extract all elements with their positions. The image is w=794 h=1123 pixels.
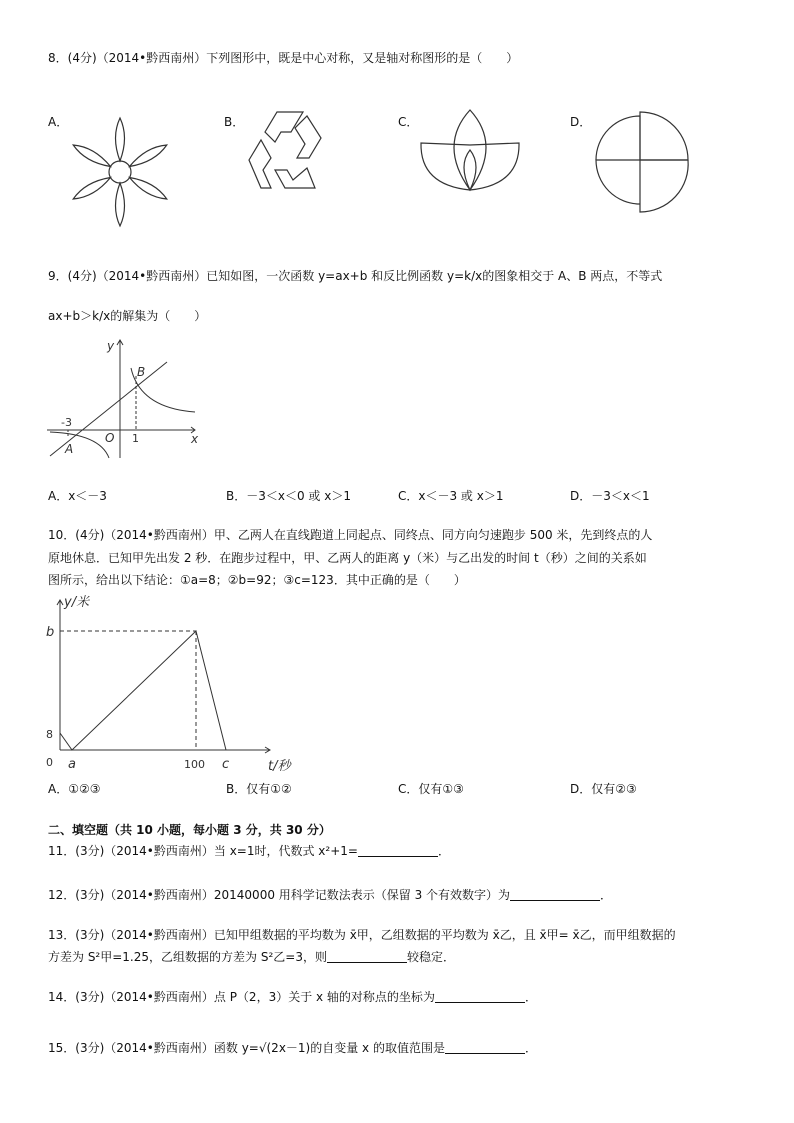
q14 — [48, 989, 537, 1005]
q13-line2 — [48, 949, 455, 965]
q8-option-d: D． — [570, 115, 592, 129]
q10-option-b: B．仅有①② — [226, 782, 292, 796]
q10-tick-100: 100 — [184, 758, 205, 771]
q9-graph — [45, 338, 205, 463]
q13-end: 较稳定． — [406, 950, 455, 964]
q12-text: 12．(3分)（2014•黔西南州）20140000 用科学记数法表示（保留 3 个有效数字）为 — [48, 888, 511, 902]
q9-stem-line2: ax+b＞k/x的解集为（ ） — [48, 309, 207, 323]
q14-answer-blank — [435, 990, 525, 1003]
q9-point-b: B — [137, 365, 146, 379]
q13-answer-blank — [327, 950, 407, 963]
recycle-figure — [245, 110, 335, 195]
q8-option-c: C． — [398, 115, 419, 129]
q11-end: ． — [437, 844, 450, 858]
q9-option-b: B．－3＜x＜0 或 x＞1 — [226, 489, 351, 503]
q9-tick-neg3: -3 — [61, 416, 72, 429]
q9-x-label: x — [191, 432, 199, 446]
q13-line1: 13．(3分)（2014•黔西南州）已知甲组数据的平均数为 x̄甲，乙组数据的平均数为 x̄乙，且 x̄甲= x̄乙，而甲组数据的 — [48, 928, 676, 942]
q12 — [48, 887, 612, 903]
q10-graph — [40, 592, 300, 777]
q11-text: 11．(3分)（2014•黔西南州）当 x=1时，代数式 x²+1= — [48, 844, 358, 858]
q10-tick-a: a — [68, 757, 76, 772]
q14-text: 14．(3分)（2014•黔西南州）点 P（2，3）关于 x 轴的对称点的坐标为 — [48, 990, 435, 1004]
q11-answer-blank — [358, 844, 438, 857]
lotus-figure — [418, 105, 528, 195]
q10-tick-c: c — [222, 757, 230, 772]
q15-answer-blank — [445, 1041, 525, 1054]
q9-origin: O — [105, 431, 115, 445]
q9-option-a: A．x＜－3 — [48, 489, 107, 503]
q10-tick-8: 8 — [46, 728, 53, 741]
flower-figure — [60, 110, 180, 230]
q8-option-a: A． — [48, 115, 69, 129]
q15-end: ． — [524, 1041, 537, 1055]
q9-y-label: y — [107, 339, 115, 353]
q9-stem-line1: 9．(4分)（2014•黔西南州）已知如图，一次函数 y=ax+b 和反比例函数 y=k/x的图象相交于 A、B 两点，不等式 — [48, 269, 663, 283]
q10-tick-b: b — [46, 625, 55, 640]
q10-option-d: D．仅有②③ — [570, 782, 637, 796]
q11 — [48, 843, 450, 859]
q12-answer-blank — [510, 888, 600, 901]
q10-x-label: t/秒 — [268, 759, 291, 774]
q9-point-a: A — [65, 442, 74, 456]
q15-text: 15．(3分)（2014•黔西南州）函数 y=√(2x－1)的自变量 x 的取值范围是 — [48, 1041, 445, 1055]
q9-tick-1: 1 — [132, 432, 139, 445]
q14-end: ． — [524, 990, 537, 1004]
q10-option-c: C．仅有①③ — [398, 782, 464, 796]
q10-tick-0: 0 — [46, 756, 53, 769]
q8-option-b: B． — [224, 115, 245, 129]
q15 — [48, 1040, 537, 1056]
q10-stem-line2: 原地休息．已知甲先出发 2 秒．在跑步过程中，甲、乙两人的距离 y（米）与乙出发的时间 t（秒）之间的关系如 — [48, 551, 647, 565]
q8-stem: 8．(4分)（2014•黔西南州）下列图形中，既是中心对称，又是轴对称图形的是（ ） — [48, 51, 519, 65]
q10-stem-line1: 10．(4分)（2014•黔西南州）甲、乙两人在直线跑道上同起点、同终点、同方向匀速跑步 500 米，先到终点的人 — [48, 528, 653, 542]
q10-option-a: A．①②③ — [48, 782, 101, 796]
q10-y-label: y/米 — [64, 595, 90, 610]
q10-stem-line3: 图所示，给出以下结论：①a=8；②b=92；③c=123．其中正确的是（ ） — [48, 573, 466, 587]
q13-text: 方差为 S²甲=1.25，乙组数据的方差为 S²乙=3，则 — [48, 950, 327, 964]
q9-option-c: C．x＜－3 或 x＞1 — [398, 489, 504, 503]
q9-option-d: D．－3＜x＜1 — [570, 489, 650, 503]
q12-end: ． — [600, 888, 613, 902]
section-heading: 二、填空题（共 10 小题，每小题 3 分，共 30 分） — [48, 823, 331, 837]
pinwheel-figure — [590, 108, 700, 218]
